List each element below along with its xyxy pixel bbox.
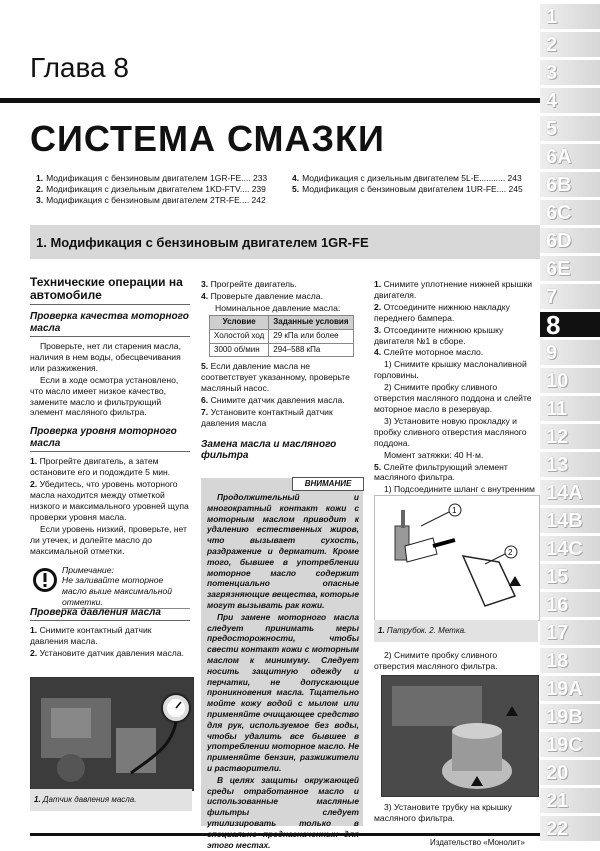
- tab-chapter-19b[interactable]: 19B: [540, 704, 600, 730]
- paragraph: Продолжительный и многократный контакт кожи с моторным маслом приводит к удалению естественных жиров, что вызывает сухость, раздражение и дерматит. Кроме того, бывшее в употреблении моторное масло содержит потенциально опасные загрязняющие вещества, которые могут вызывать рак кожи.: [207, 492, 359, 610]
- toc-item[interactable]: 5. Модификация с бензиновым двигателем 1UR-FE.... 245: [292, 184, 523, 194]
- step: 2. Убедитесь, что уровень моторного масла находится между отметкой низкого и максимального уровней щупа проверки уровня масла.: [30, 479, 189, 522]
- tab-chapter-21[interactable]: 21: [540, 788, 600, 814]
- warning-icon: [32, 567, 58, 593]
- tab-chapter-14a[interactable]: 14A: [540, 480, 600, 506]
- tab-chapter-13[interactable]: 13: [540, 452, 600, 478]
- warning-text: [207, 492, 359, 851]
- warning-label: ВНИМАНИЕ: [292, 477, 364, 491]
- filter-illustration: [382, 676, 538, 796]
- paragraph: Проверьте, нет ли старения масла, наличия в нем воды, обесцвечивания или разжижения.: [30, 341, 181, 373]
- chapter-label: Глава 8: [30, 52, 129, 83]
- step: 3. Отсоедините нижнюю крышку двигателя №1 в сборе.: [374, 324, 504, 346]
- toc-item[interactable]: 4. Модификация с дизельным двигателем 5L-E........... 243: [292, 173, 522, 183]
- tab-chapter-6d[interactable]: 6D: [540, 228, 600, 254]
- filter-photo: [381, 675, 539, 797]
- step: 6. Снимите датчик давления масла.: [201, 395, 345, 406]
- svg-text:2: 2: [508, 548, 513, 557]
- table-row: Холостой ход 29 кПа или более: [210, 329, 354, 343]
- tab-chapter-22[interactable]: 22: [540, 816, 600, 842]
- note-text: Не заливайте моторное масло выше максимальной отметки.: [62, 575, 173, 608]
- divider: [30, 304, 190, 305]
- pressure-table: [209, 315, 354, 358]
- toc-right: [292, 173, 537, 195]
- step: 4. Слейте моторное масло.: [374, 347, 484, 358]
- step: 2. Отсоедините нижнюю накладку переднего бампера.: [374, 301, 510, 323]
- tab-chapter-14b[interactable]: 14B: [540, 508, 600, 534]
- section-title: 1. Модификация с бензиновым двигателем 1GR-FE: [36, 235, 369, 250]
- divider: [30, 620, 190, 621]
- right-column: [374, 279, 537, 507]
- tab-chapter-3[interactable]: 3: [540, 60, 600, 86]
- paragraph: Если в ходе осмотра установлено, что масло имеет низкое качество, замените масло и фильтрующий элемент масляного фильтра.: [30, 374, 179, 418]
- right-column-3: [374, 802, 537, 825]
- step: 2. Установите датчик давления масла.: [30, 647, 184, 658]
- chapter-rule: [0, 98, 540, 103]
- page-title: СИСТЕМА СМАЗКИ: [30, 118, 385, 159]
- step: 1. Снимите контактный датчик давления масла.: [30, 625, 152, 646]
- tab-chapter-14c[interactable]: 14C: [540, 536, 600, 562]
- tab-chapter-19a[interactable]: 19A: [540, 676, 600, 702]
- table-title: Номинальное давление масла:: [215, 302, 341, 313]
- tab-chapter-6a[interactable]: 6A: [540, 144, 600, 170]
- paragraph: В целях защиты окружающей среды отработанное масло и использованные масляные фильтры следует утилизировать только в этого местах.: [207, 774, 359, 850]
- engine-photo: [30, 677, 194, 791]
- step: 1. Снимите уплотнение нижней крышки двигателя.: [374, 279, 533, 300]
- svg-text:1: 1: [452, 506, 457, 515]
- torque-value: Момент затяжки: 40 Н·м.: [384, 449, 484, 460]
- tab-chapter-6e[interactable]: 6E: [540, 256, 600, 282]
- toc-left: [36, 173, 286, 206]
- table-header: Заданные условия: [269, 315, 353, 329]
- toc-item[interactable]: 2. Модификация с дизельным двигателем 1KD-FTV.... 239: [36, 184, 266, 194]
- substep: 2) Снимите пробку сливного отверстия масляного фильтра.: [374, 650, 498, 671]
- figure-caption: 1. Датчик давления масла.: [30, 789, 192, 811]
- substep: 1) Подсоедините шланг с внутренним: [384, 484, 535, 495]
- footer-rule: [30, 833, 540, 836]
- oil-level-heading: Проверка уровня моторного масла: [30, 426, 177, 449]
- tab-chapter-19c[interactable]: 19C: [540, 732, 600, 758]
- step: 1. Прогрейте двигатель, а затем остановите его и подождите 5 мин.: [30, 456, 171, 478]
- tab-chapter-17[interactable]: 17: [540, 620, 600, 646]
- oil-pressure-heading: Проверка давления масла: [30, 606, 161, 618]
- step: 7. Установите контактный датчик давления масла: [201, 407, 333, 428]
- tab-chapter-5[interactable]: 5: [540, 116, 600, 142]
- substep: 1) Снимите крышку маслоналивной горловины.: [374, 359, 527, 381]
- substep: 3) Установите новую прокладку и пробку сливного отверстия масляного поддона.: [374, 415, 527, 448]
- divider: [30, 336, 190, 337]
- hose-illustration: [375, 496, 539, 620]
- tab-chapter-6b[interactable]: 6B: [540, 172, 600, 198]
- tab-chapter-10[interactable]: 10: [540, 368, 600, 394]
- substep: 2) Снимите пробку сливного отверстия масляного поддона и слейте моторное масло в резервуар.: [374, 382, 532, 414]
- publisher: Издательство «Монолит»: [430, 838, 525, 847]
- substep: 3) Установите трубку на крышку масляного фильтра.: [374, 802, 512, 823]
- step: 3. Прогрейте двигатель.: [201, 279, 297, 289]
- step: 4. Проверьте давление масла.: [201, 290, 323, 301]
- tab-chapter-11[interactable]: 11: [540, 396, 600, 422]
- tab-chapter-12[interactable]: 12: [540, 424, 600, 450]
- paragraph: Если уровень низкий, проверьте, нет ли утечек, и долейте масло до максимальной отметки.: [30, 523, 187, 556]
- ops-heading: Технические операции на автомобиле: [30, 275, 183, 302]
- oil-change-heading: Замена масла и масляного фильтра: [201, 438, 337, 462]
- note-label: Примечание:: [62, 564, 114, 575]
- middle-column: [201, 279, 364, 462]
- step: 5. Слейте фильтрующий элемент масляного фильтра.: [374, 461, 508, 483]
- figure-caption: 1. Патрубок. 2. Метка.: [374, 620, 538, 642]
- tab-chapter-18[interactable]: 18: [540, 648, 600, 674]
- table-row: 3000 об/мин 294–588 кПа: [210, 343, 354, 357]
- divider: [30, 451, 190, 452]
- drain-diagram: [374, 495, 540, 621]
- left-column: [30, 276, 190, 660]
- note: [30, 563, 190, 608]
- tab-chapter-16[interactable]: 16: [540, 592, 600, 618]
- toc-item[interactable]: 3. Модификация с бензиновым двигателем 2TR-FE.... 242: [36, 195, 266, 205]
- toc-item[interactable]: 1. Модификация с бензиновым двигателем 1GR-FE.... 233: [36, 173, 268, 183]
- tab-chapter-7[interactable]: 7: [540, 284, 600, 310]
- step: 5. Если давление масла не соответствует указанному, проверьте масляный насос.: [201, 361, 350, 394]
- tab-chapter-6c[interactable]: 6C: [540, 200, 600, 226]
- chapter-tabs: [540, 0, 600, 849]
- tab-chapter-20[interactable]: 20: [540, 760, 600, 786]
- tab-chapter-9[interactable]: 9: [540, 340, 600, 366]
- engine-illustration: [31, 678, 193, 790]
- tab-chapter-4[interactable]: 4: [540, 88, 600, 114]
- table-header: Условие: [210, 315, 269, 329]
- right-column-2: [374, 650, 537, 673]
- tab-chapter-15[interactable]: 15: [540, 564, 600, 590]
- tab-chapter-8[interactable]: 8: [540, 312, 600, 338]
- oil-quality-heading: Проверка качества моторного масла: [30, 311, 189, 334]
- tab-chapter-2[interactable]: 2: [540, 32, 600, 58]
- paragraph: При замене моторного масла следует принимать меры предосторожности, чтобы свести контакт кожи с моторным маслом к минимуму. Следует носить защитную одежду и перчатки, не допускающие проникновения масла. Тщательно мойте кожу водой с мылом или применяйте очищающее средство для рук, используемое без воды, чтобы удалить все бывшее в употреблении моторное масло. Не применяйте бензин, разжижители и растворители.: [207, 611, 359, 773]
- tab-chapter-1[interactable]: 1: [540, 4, 600, 30]
